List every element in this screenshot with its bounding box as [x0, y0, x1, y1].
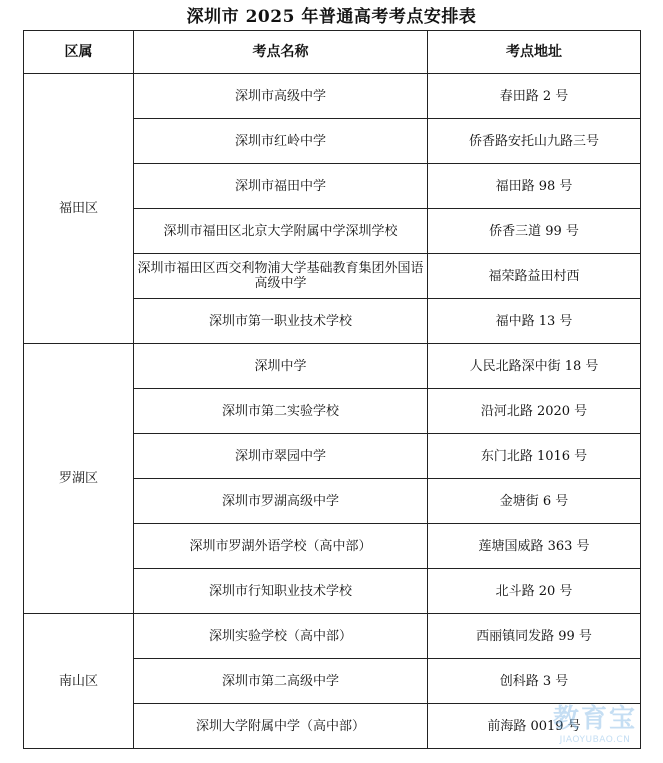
site-address: 前海路 0019 号: [428, 704, 641, 749]
site-address: 莲塘国威路 363 号: [428, 524, 641, 569]
site-address: 东门北路 1016 号: [428, 434, 641, 479]
site-address: 西丽镇同发路 99 号: [428, 614, 641, 659]
site-address: 侨香三道 99 号: [428, 209, 641, 254]
site-name: 深圳市第一职业技术学校: [134, 299, 428, 344]
site-name: 深圳市福田中学: [134, 164, 428, 209]
site-name: 深圳市红岭中学: [134, 119, 428, 164]
header-address: 考点地址: [428, 31, 641, 74]
header-district: 区属: [24, 31, 134, 74]
site-name: 深圳市福田区北京大学附属中学深圳学校: [134, 209, 428, 254]
site-name: 深圳市罗湖高级中学: [134, 479, 428, 524]
site-address: 侨香路安托山九路三号: [428, 119, 641, 164]
site-name: 深圳大学附属中学（高中部）: [134, 704, 428, 749]
site-address: 北斗路 20 号: [428, 569, 641, 614]
watermark-sub: JIAOYUBAO.CN: [559, 735, 631, 745]
district-cell: 罗湖区: [24, 344, 134, 614]
table-row: [24, 344, 641, 389]
site-address: 创科路 3 号: [428, 659, 641, 704]
site-address: 沿河北路 2020 号: [428, 389, 641, 434]
site-name: 深圳市第二高级中学: [134, 659, 428, 704]
site-name: 深圳实验学校（高中部）: [134, 614, 428, 659]
header-name: 考点名称: [134, 31, 428, 74]
header-row: [24, 31, 641, 74]
site-name: 深圳中学: [134, 344, 428, 389]
site-name: 深圳市高级中学: [134, 74, 428, 119]
district-cell: 福田区: [24, 74, 134, 344]
site-address: 金塘街 6 号: [428, 479, 641, 524]
site-name: 深圳市福田区西交利物浦大学基础教育集团外国语高级中学: [134, 254, 428, 299]
site-name: 深圳市翠园中学: [134, 434, 428, 479]
site-address: 春田路 2 号: [428, 74, 641, 119]
exam-site-table: [23, 30, 641, 749]
site-name: 深圳市行知职业技术学校: [134, 569, 428, 614]
site-name: 深圳市罗湖外语学校（高中部）: [134, 524, 428, 569]
table-row: [24, 74, 641, 119]
table-row: [24, 614, 641, 659]
site-name: 深圳市第二实验学校: [134, 389, 428, 434]
site-address: 福中路 13 号: [428, 299, 641, 344]
district-cell: 南山区: [24, 614, 134, 749]
site-address: 福田路 98 号: [428, 164, 641, 209]
page-title: 深圳市 2025 年普通高考考点安排表: [186, 7, 477, 27]
site-address: 福荣路益田村西: [428, 254, 641, 299]
site-address: 人民北路深中街 18 号: [428, 344, 641, 389]
watermark-main: 教育宝: [552, 704, 637, 734]
